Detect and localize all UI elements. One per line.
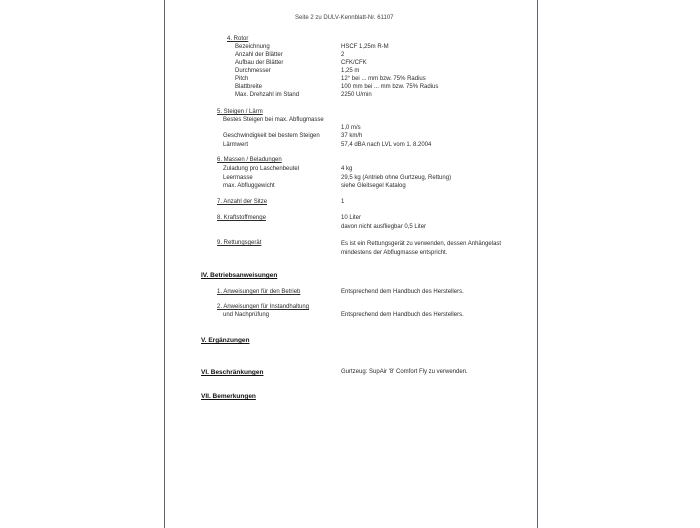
document-page bbox=[164, 0, 538, 528]
fuel-label: 8. Kraftstoffmenge bbox=[217, 215, 266, 221]
seats-value: 1 bbox=[341, 199, 345, 205]
climb-label: Lärmwert bbox=[223, 142, 249, 148]
ops-label: 1. Anweisungen für den Betrieb bbox=[217, 289, 301, 295]
climb-title: 5. Steigen / Lärm bbox=[217, 109, 263, 115]
seats-label: 7. Anzahl der Sitze bbox=[217, 199, 268, 205]
climb-value: 1,0 m/s bbox=[341, 125, 361, 131]
climb-value: 57,4 dBA nach LVL vom 1. 8.2004 bbox=[341, 142, 432, 148]
rotor-value: 1,25 m bbox=[341, 68, 360, 74]
rotor-value: CFK/CFK bbox=[341, 60, 367, 66]
rotor-label: Blattbreite bbox=[235, 84, 263, 90]
rotor-label: Pitch bbox=[235, 76, 249, 82]
section-vi-value: Gurtzeug: SupAir '8' Comfort Fly zu verwenden. bbox=[341, 369, 468, 375]
ops-label-cont: und Nachprüfung bbox=[223, 312, 270, 318]
climb-label: Geschwindigkeit bei bestem Steigen bbox=[223, 133, 320, 139]
masses-value: 29,5 kg (Antrieb ohne Gurtzeug, Rettung) bbox=[341, 175, 452, 181]
masses-label: max. Abfluggewicht bbox=[223, 183, 275, 189]
masses-label: Leermasse bbox=[223, 175, 253, 181]
masses-label: Zuladung pro Laschenbeutel bbox=[223, 166, 300, 172]
section-vii-title: VII. Bemerkungen bbox=[201, 393, 256, 400]
rotor-value: 100 mm bei ... mm bzw. 75% Radius bbox=[341, 84, 439, 90]
rotor-value: HSCF 1,25m R-M bbox=[341, 44, 389, 50]
masses-value: siehe Gleitsegel Katalog bbox=[341, 183, 406, 189]
section-v-title: V. Ergänzungen bbox=[201, 337, 250, 344]
masses-value: 4 kg bbox=[341, 166, 353, 172]
section-vi-title: VI. Beschränkungen bbox=[201, 369, 264, 376]
ops-value: Entsprechend dem Handbuch des Herstellers. bbox=[341, 289, 464, 295]
rotor-label: Durchmesser bbox=[235, 68, 271, 74]
climb-label: Bestes Steigen bei max. Abflugmasse bbox=[223, 117, 324, 123]
climb-value: 37 km/h bbox=[341, 133, 363, 139]
ops-title: IV. Betriebsanweisungen bbox=[201, 272, 278, 279]
rotor-value: 2250 U/min bbox=[341, 92, 372, 98]
fuel-note: davon nicht ausfliegbar 0,5 Liter bbox=[341, 224, 427, 230]
rotor-title: 4. Rotor bbox=[227, 36, 249, 42]
rescue-label: 9. Rettungsgerät bbox=[217, 240, 262, 246]
ops-label: 2. Anweisungen für Instandhaltung bbox=[217, 304, 310, 310]
page-header: Seite 2 zu DULV-Kennblatt-Nr. 61107 bbox=[295, 15, 394, 21]
rotor-label: Aufbau der Blätter bbox=[235, 60, 284, 66]
rotor-label: Anzahl der Blätter bbox=[235, 52, 283, 58]
rotor-label: Bezeichnung bbox=[235, 44, 270, 50]
rotor-label: Max. Drehzahl im Stand bbox=[235, 92, 300, 98]
rotor-value: 2 bbox=[341, 52, 345, 58]
rotor-value: 12° bei ... mm bzw. 75% Radius bbox=[341, 76, 426, 82]
masses-title: 6. Massen / Beladungen bbox=[217, 157, 282, 163]
fuel-value: 10 Liter bbox=[341, 215, 362, 221]
rescue-value: Es ist ein Rettungsgerät zu verwenden, dessen Anhängelast mindestens der Abflugmasse entspricht. bbox=[341, 241, 502, 256]
ops-value: Entsprechend dem Handbuch des Herstellers. bbox=[341, 312, 464, 318]
